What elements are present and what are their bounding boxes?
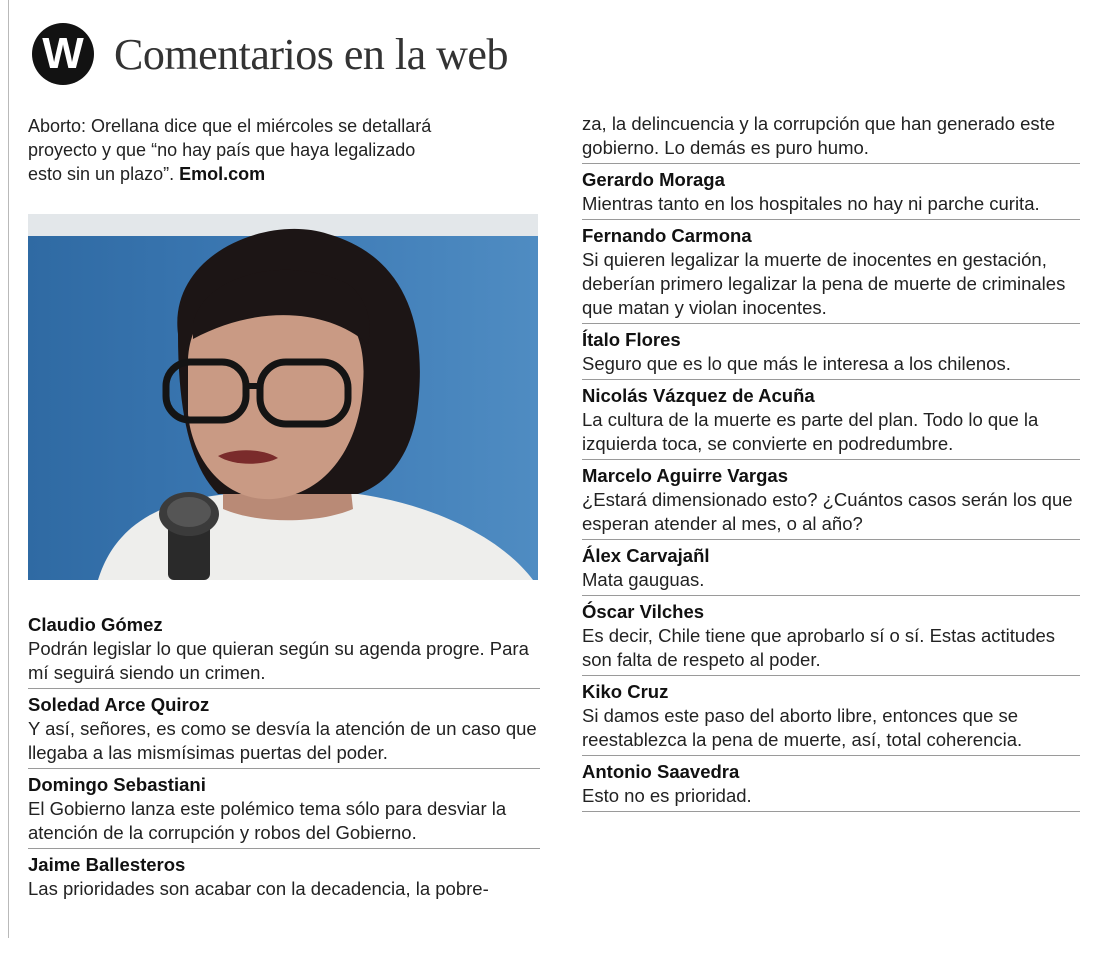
comment-item xyxy=(28,612,540,689)
comment-item xyxy=(582,167,1080,220)
comment-author: Fernando Carmona xyxy=(582,225,752,246)
comment-item xyxy=(582,463,1080,540)
comment-author: Marcelo Aguirre Vargas xyxy=(582,465,788,486)
comment-text: ¿Estará dimensionado esto? ¿Cuántos casos serán los que esperan atender al mes, o al año? xyxy=(582,489,1073,534)
comment-item xyxy=(28,692,540,769)
comments-column-right xyxy=(582,112,1080,812)
comment-author: Nicolás Vázquez de Acuña xyxy=(582,385,815,406)
comment-item xyxy=(28,852,540,904)
comment-text: Esto no es prioridad. xyxy=(582,785,752,806)
web-logo-icon xyxy=(32,23,94,85)
lead-text: Aborto: Orellana dice que el miércoles se detallará proyecto y que “no hay país que haya legalizado esto sin un plazo”. xyxy=(28,116,432,184)
comment-text: La cultura de la muerte es parte del plan. Todo lo que la izquierda toca, se convierte en podredumbre. xyxy=(582,409,1039,454)
comment-text: Es decir, Chile tiene que aprobarlo sí o sí. Estas actitudes son falta de respeto al poder. xyxy=(582,625,1056,670)
comment-text: Mata gauguas. xyxy=(582,569,705,590)
section-header xyxy=(32,24,508,84)
photo-woman-speaking-illustration xyxy=(28,214,538,580)
comment-continued xyxy=(582,112,1080,164)
comments-column-left xyxy=(28,612,540,904)
comment-item xyxy=(582,759,1080,812)
comment-text: El Gobierno lanza este polémico tema sólo para desviar la atención de la corrupción y robos del Gobierno. xyxy=(28,798,507,843)
comment-item xyxy=(582,327,1080,380)
page-left-rule xyxy=(8,0,9,938)
comment-author: Kiko Cruz xyxy=(582,681,669,702)
comment-author: Domingo Sebastiani xyxy=(28,774,206,795)
comment-text: Las prioridades son acabar con la decadencia, la pobre- xyxy=(28,878,489,899)
comment-author: Soledad Arce Quiroz xyxy=(28,694,210,715)
comment-text: Si quieren legalizar la muerte de inocentes en gestación, deberían primero legalizar la pena de muerte de criminales que matan y violan inocentes. xyxy=(582,249,1066,318)
comment-item xyxy=(582,223,1080,324)
comment-item xyxy=(582,543,1080,596)
article-photo xyxy=(28,214,538,580)
comment-item xyxy=(582,679,1080,756)
comment-author: Álex Carvajañl xyxy=(582,545,710,566)
comment-author: Gerardo Moraga xyxy=(582,169,725,190)
comment-text: Si damos este paso del aborto libre, entonces que se reestablezca la pena de muerte, así, total coherencia. xyxy=(582,705,1023,750)
comment-item xyxy=(582,383,1080,460)
lead-paragraph xyxy=(28,114,448,186)
comment-author: Óscar Vilches xyxy=(582,601,705,622)
section-title: Comentarios en la web xyxy=(114,29,508,79)
comment-item xyxy=(582,599,1080,676)
comment-author: Claudio Gómez xyxy=(28,614,163,635)
logo-letter: W xyxy=(42,29,84,78)
comment-text: Mientras tanto en los hospitales no hay ni parche curita. xyxy=(582,193,1040,214)
comment-text-continued: za, la delincuencia y la corrupción que han generado este gobierno. Lo demás es puro humo. xyxy=(582,113,1056,158)
comment-author: Jaime Ballesteros xyxy=(28,854,186,875)
comment-author: Ítalo Flores xyxy=(582,329,681,350)
lead-source: Emol.com xyxy=(179,164,266,184)
comment-text: Podrán legislar lo que quieran según su agenda progre. Para mí seguirá siendo un crimen. xyxy=(28,638,529,683)
comment-item xyxy=(28,772,540,849)
comment-text: Y así, señores, es como se desvía la atención de un caso que llegaba a las mismísimas puertas del poder. xyxy=(28,718,537,763)
comment-text: Seguro que es lo que más le interesa a los chilenos. xyxy=(582,353,1011,374)
comment-author: Antonio Saavedra xyxy=(582,761,740,782)
